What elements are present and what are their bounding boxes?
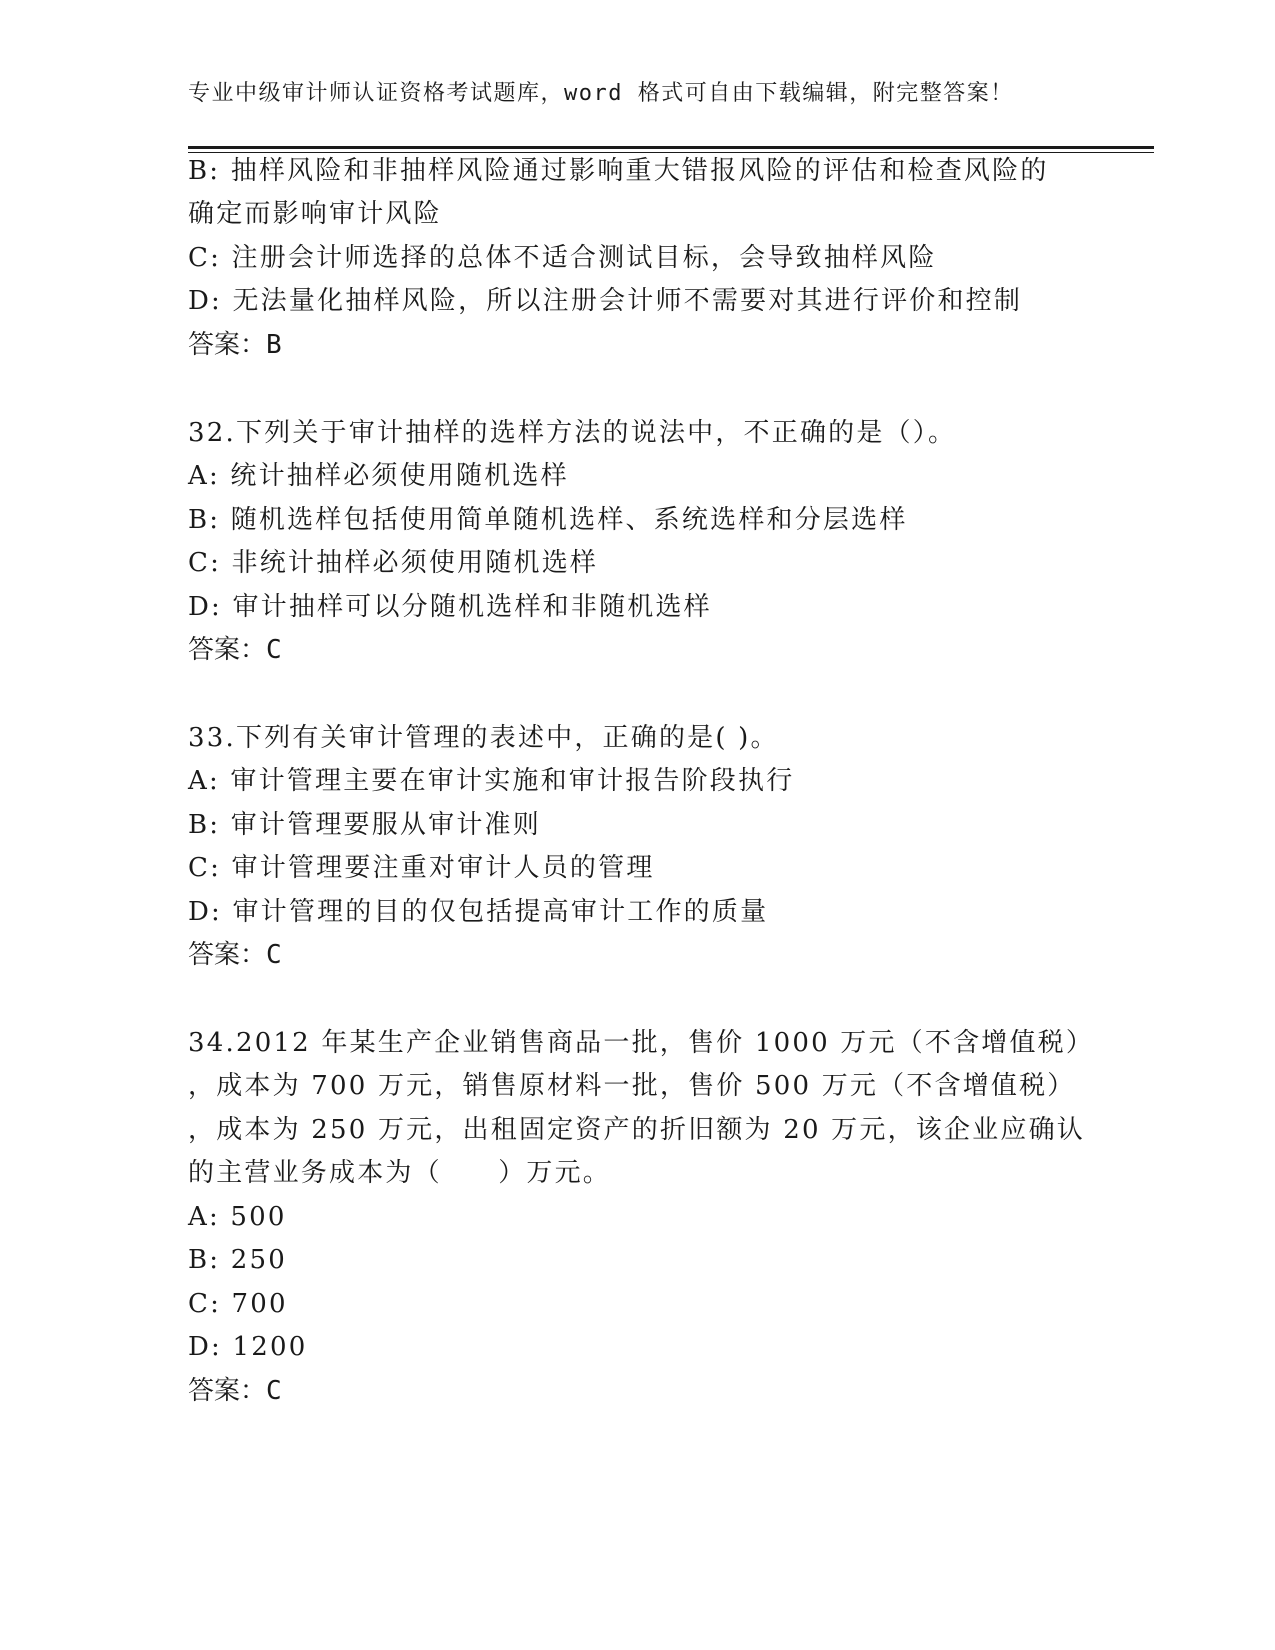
q33-stem: 33.下列有关审计管理的表述中，正确的是( )。 (188, 723, 779, 753)
q32-answer-label: 答案： (188, 635, 267, 665)
q32-option-b: B: 随机选样包括使用简单随机选样、系统选样和分层选样 (188, 505, 908, 535)
q31-answer (188, 332, 282, 358)
q31-answer-label: 答案： (188, 330, 267, 360)
q34-option-c: C: 700 (188, 1289, 288, 1319)
header-rule-thin (188, 152, 1154, 153)
q32-option-c: C: 非统计抽样必须使用随机选样 (188, 548, 599, 578)
q33-option-c: C: 审计管理要注重对审计人员的管理 (188, 853, 655, 883)
q34-answer-value: C (266, 1376, 282, 1406)
q34-option-b: B: 250 (188, 1245, 287, 1275)
q32-option-d: D: 审计抽样可以分随机选样和非随机选样 (188, 592, 712, 622)
q34-stem-line2: ，成本为 700 万元，销售原材料一批，售价 500 万元（不含增值税） (188, 1071, 1076, 1101)
q33-answer-label: 答案： (188, 940, 267, 970)
q34-answer-label: 答案： (188, 1376, 267, 1406)
q32-option-a: A: 统计抽样必须使用随机选样 (188, 461, 569, 491)
q33-answer (188, 942, 282, 968)
q34-option-d: D: 1200 (188, 1332, 308, 1362)
q32-answer-value: C (266, 635, 282, 665)
q32-answer (188, 637, 282, 663)
q34-stem-line3: ，成本为 250 万元，出租固定资产的折旧额为 20 万元，该企业应确认 (188, 1115, 1085, 1145)
q31-option-b-line1: B: 抽样风险和非抽样风险通过影响重大错报风险的评估和检查风险的 (188, 156, 1049, 186)
q33-option-d: D: 审计管理的目的仅包括提高审计工作的质量 (188, 897, 769, 927)
q34-stem-line4: 的主营业务成本为（ ）万元。 (188, 1158, 612, 1188)
q34-option-a: A: 500 (188, 1202, 287, 1232)
q34-answer (188, 1378, 282, 1404)
q32-stem: 32.下列关于审计抽样的选样方法的说法中，不正确的是（）。 (188, 418, 957, 448)
q31-answer-value: B (266, 330, 282, 360)
q33-option-a: A: 审计管理主要在审计实施和审计报告阶段执行 (188, 766, 795, 796)
q33-option-b: B: 审计管理要服从审计准则 (188, 810, 541, 840)
page-header: 专业中级审计师认证资格考试题库，word 格式可自由下载编辑，附完整答案！ (188, 81, 1014, 106)
q33-answer-value: C (266, 940, 282, 970)
q31-option-b-line2: 确定而影响审计风险 (188, 199, 442, 229)
q34-stem-line1: 34.2012 年某生产企业销售商品一批，售价 1000 万元（不含增值税） (188, 1028, 1095, 1058)
q31-option-c: C: 注册会计师选择的总体不适合测试目标，会导致抽样风险 (188, 243, 937, 273)
header-rule-thick (188, 146, 1154, 149)
q31-option-d: D: 无法量化抽样风险，所以注册会计师不需要对其进行评价和控制 (188, 286, 1023, 316)
